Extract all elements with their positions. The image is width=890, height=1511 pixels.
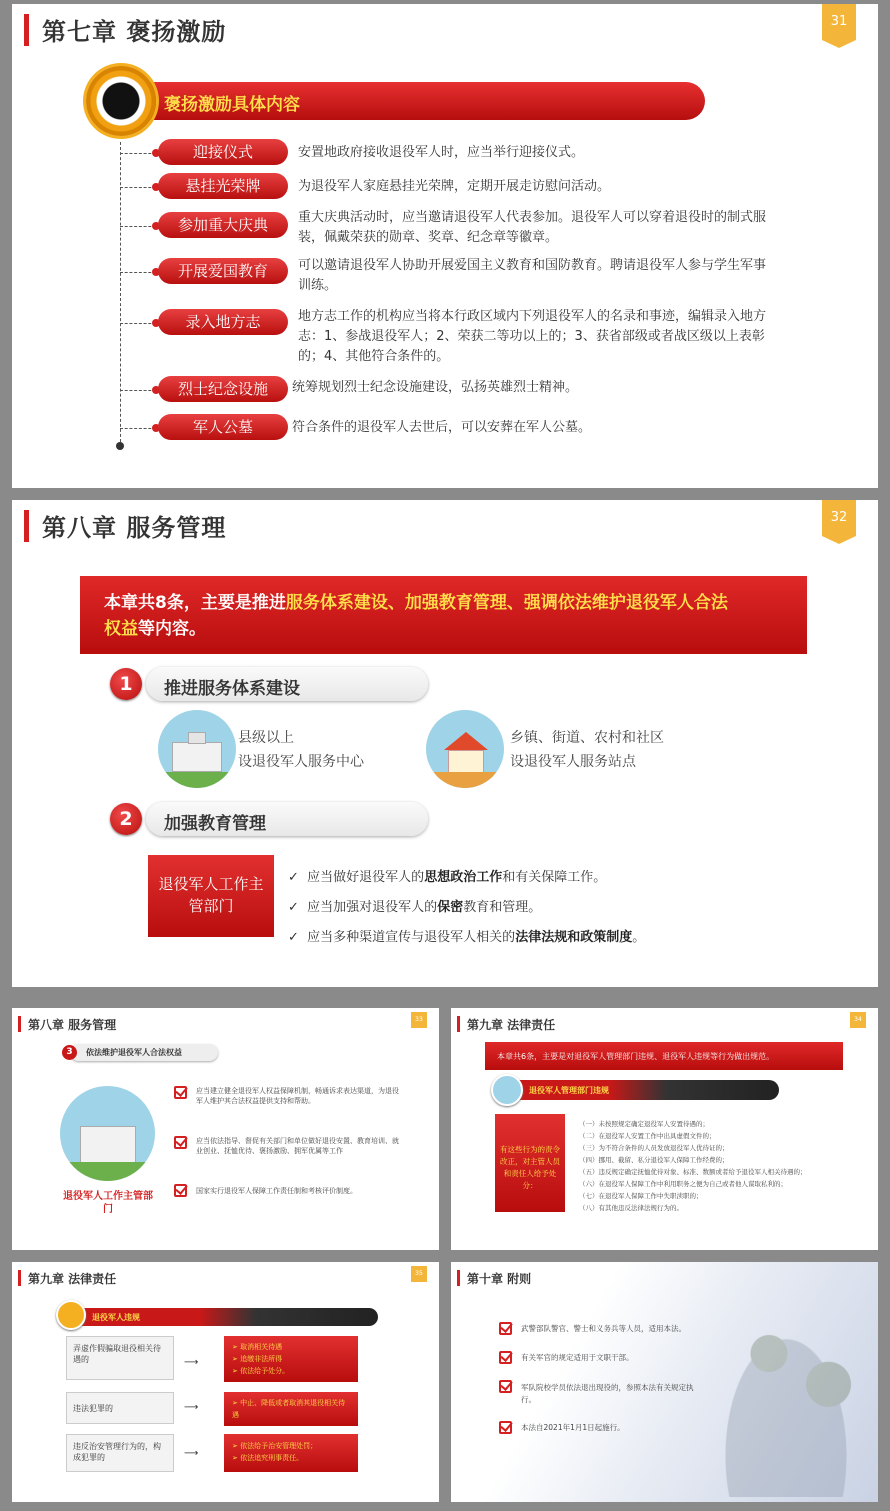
item-desc: 统筹规划烈士纪念设施建设，弘扬英雄烈士精神。: [292, 380, 579, 395]
checkbox-icon: [174, 1184, 187, 1197]
banner-text: 等内容。: [138, 619, 206, 639]
bullet-item: [288, 896, 541, 915]
list-item: [499, 1421, 739, 1433]
slide-title: 第八章 服务管理: [28, 1018, 117, 1032]
item-desc: 符合条件的退役军人去世后，可以安葬在军人公墓。: [292, 420, 592, 435]
banner-highlight: 权益: [104, 619, 138, 639]
item-text: 应当依法指导、督促有关部门和单位做好退役安置、教育培训、就业创业、抚恤优待、褒扬激励、拥军优属等工作: [196, 1137, 399, 1155]
timeline-end-dot: [116, 442, 124, 450]
service-center-text: 设退役军人服务中心: [238, 754, 364, 770]
house-icon: [426, 710, 504, 788]
penalty-item: ➢ 追缴非法所得: [232, 1355, 283, 1363]
service-station-text: 设退役军人服务站点: [510, 754, 636, 770]
check-icon: ✓: [288, 930, 299, 945]
checkbox-icon: [499, 1351, 512, 1364]
penalty-item: ➢ 取消相关待遇: [232, 1343, 283, 1351]
list-item: （一）未按照规定确定退役军人安置待遇的；: [579, 1120, 709, 1128]
bullet-item: [288, 926, 645, 945]
slide-title: 第八章 服务管理: [42, 514, 227, 542]
building-icon: [158, 710, 236, 788]
arrow-icon: ⟶: [184, 1448, 199, 1459]
bullet-text: 应当加强对退役军人的: [307, 900, 438, 915]
slide-title: 第七章 褒扬激励: [42, 18, 227, 46]
department-box: 退役军人工作主管部门: [148, 855, 274, 937]
summary-banner: [80, 576, 807, 654]
checkbox-icon: [499, 1322, 512, 1335]
title-bar: [457, 1016, 460, 1032]
slide-34: [451, 1008, 878, 1250]
section-number: 2: [110, 803, 142, 835]
slide-32: [12, 500, 878, 987]
penalty-item: ➢ 依法给予治安管理处罚；: [232, 1442, 318, 1450]
page-number: 32: [822, 500, 856, 536]
slide-title: 第九章 法律责任: [28, 1272, 117, 1286]
list-item: （四）挪用、截留、私分退役军人保障工作经费的；: [579, 1156, 729, 1164]
list-item: [499, 1351, 739, 1363]
bullet-text: 应当多种渠道宣传与退役军人相关的: [307, 930, 516, 945]
penalty-item: ➢ 依法追究刑事责任。: [232, 1454, 304, 1462]
service-center-level: 县级以上: [238, 730, 294, 746]
violation-box: 违法犯罪的: [66, 1392, 174, 1424]
page-number: 35: [411, 1266, 427, 1282]
bullet-text: 和有关保障工作。: [502, 870, 607, 885]
list-item: [174, 1086, 399, 1106]
item-label: 烈士纪念设施: [158, 376, 288, 402]
item-label: 录入地方志: [158, 309, 288, 335]
soldier-icon: [56, 1300, 86, 1330]
item-text: 武警部队警官、警士和义务兵等人员，适用本法。: [521, 1324, 686, 1333]
bullet-bold: 思想政治工作: [424, 870, 503, 885]
list-item: （二）在退役军人安置工作中出具虚假文件的；: [579, 1132, 716, 1140]
section-tab: 推进服务体系建设: [146, 667, 428, 701]
item-text: 有关军官的规定适用于文职干部。: [521, 1353, 634, 1362]
checkbox-icon: [174, 1086, 187, 1099]
bullet-text: 教育和管理。: [463, 900, 542, 915]
page-number: 33: [411, 1012, 427, 1028]
bullet-bold: 法律法规和政策制度: [515, 930, 633, 945]
page-number: 31: [822, 4, 856, 40]
violation-list: [579, 1118, 869, 1214]
list-item: （八）有其他违反法律法规行为的。: [579, 1204, 683, 1212]
summary-banner: 本章共6条，主要是对退役军人管理部门违规、退役军人违规等行为做出规范。: [485, 1042, 843, 1070]
section-tab: 依法维护退役军人合法权益: [70, 1044, 218, 1061]
item-text: 军队院校学员依法退出现役的，参照本法有关规定执行。: [521, 1383, 694, 1404]
section-tab: 加强教育管理: [146, 802, 428, 836]
list-item: [174, 1184, 399, 1196]
bullet-text: 应当做好退役军人的: [307, 870, 425, 885]
page-number: 34: [850, 1012, 866, 1028]
bullet-bold: 保密: [437, 900, 464, 915]
item-label: 参加重大庆典: [158, 212, 288, 238]
penalty-box: [224, 1336, 358, 1382]
item-desc: 为退役军人家庭悬挂光荣牌，定期开展走访慰问活动。: [298, 179, 611, 194]
list-item: [499, 1380, 699, 1406]
penalty-box: [224, 1392, 358, 1426]
item-desc: 安置地政府接收退役军人时，应当举行迎接仪式。: [298, 145, 585, 160]
violation-box: 弄虚作假骗取退役相关待遇的: [66, 1336, 174, 1380]
department-caption: 退役军人工作主管部门: [63, 1191, 153, 1215]
title-bar: [18, 1270, 21, 1286]
building-icon: [60, 1086, 155, 1181]
item-text: 应当建立健全退役军人权益保障机制，畅通诉求表达渠道，为退役军人维护其合法权益提供支持和帮助。: [196, 1087, 399, 1105]
title-bar: [24, 14, 29, 46]
building-icon: [491, 1074, 523, 1106]
slide-33: [12, 1008, 439, 1250]
banner-highlight: 服务体系建设、加强教育管理、强调依法维护退役军人合法: [285, 593, 728, 613]
item-text: 本法自2021年1月1日起施行。: [521, 1423, 625, 1432]
item-desc: 地方志工作的机构应当将本行政区域内下列退役军人的名录和事迹，编辑录入地方志：1、参战退役军人；2、荣获二等功以上的；3、获省部级或者战区级以上表彰的；4、其他符合条件的。: [298, 309, 767, 364]
checkbox-icon: [499, 1421, 512, 1434]
list-item: [499, 1322, 739, 1334]
penalty-item: ➢ 依法给予处分。: [232, 1367, 290, 1375]
violation-box: 违反治安管理行为的，构成犯罪的: [66, 1434, 174, 1472]
section-header: 褒扬激励具体内容: [142, 82, 705, 120]
item-text: 国家实行退役军人保障工作责任制和考核评价制度。: [196, 1187, 357, 1195]
item-label: 悬挂光荣牌: [158, 173, 288, 199]
service-station-level: 乡镇、街道、农村和社区: [510, 730, 664, 746]
section-number: 3: [62, 1045, 77, 1060]
slide-36: [451, 1262, 878, 1502]
list-item: （六）在退役军人保障工作中利用职务之便为自己或者他人谋取私利的；: [579, 1180, 787, 1188]
banner-text: 本章共8条，主要是推进: [104, 593, 286, 613]
check-icon: ✓: [288, 870, 299, 885]
penalty-box: [224, 1434, 358, 1472]
arrow-icon: ⟶: [184, 1402, 199, 1413]
title-bar: [18, 1016, 21, 1032]
item-desc: 重大庆典活动时，应当邀请退役军人代表参加。退役军人可以穿着退役时的制式服装，佩戴荣获的勋章、奖章、纪念章等徽章。: [298, 210, 767, 245]
title-bar: [24, 510, 29, 542]
title-bar: [457, 1270, 460, 1286]
section-number: 1: [110, 668, 142, 700]
section-tab: 退役军人违规: [72, 1308, 378, 1326]
list-item: （七）在退役军人保障工作中失职渎职的；: [579, 1192, 703, 1200]
list-item: （五）违反规定确定抚恤优待对象、标准、数额或者给予退役军人相关待遇的；: [579, 1168, 807, 1176]
check-icon: ✓: [288, 900, 299, 915]
item-label: 迎接仪式: [158, 139, 288, 165]
bullet-text: 。: [632, 930, 646, 945]
item-label: 开展爱国教育: [158, 258, 288, 284]
list-item: [174, 1136, 399, 1156]
section-tab: 退役军人管理部门违规: [497, 1080, 779, 1100]
list-item: （三）为不符合条件的人员发放退役军人优待证的；: [579, 1144, 729, 1152]
arrow-icon: ⟶: [184, 1357, 199, 1368]
checkbox-icon: [499, 1380, 512, 1393]
penalty-item: ➢ 中止、降低或者取消其退役相关待遇: [232, 1399, 346, 1419]
slide-35: [12, 1262, 439, 1502]
checkbox-icon: [174, 1136, 187, 1149]
bullet-item: [288, 866, 606, 885]
slide-title: 第九章 法律责任: [467, 1018, 556, 1032]
item-desc: 可以邀请退役军人协助开展爱国主义教育和国防教育。聘请退役军人参与学生军事训练。: [298, 258, 767, 293]
penalty-box: 有这些行为的责令改正，对主管人员和责任人给予处分：: [495, 1114, 565, 1212]
slide-31: [12, 4, 878, 488]
slide-title: 第十章 附则: [467, 1272, 532, 1286]
item-label: 军人公墓: [158, 414, 288, 440]
gear-medal-icon: [86, 66, 156, 136]
